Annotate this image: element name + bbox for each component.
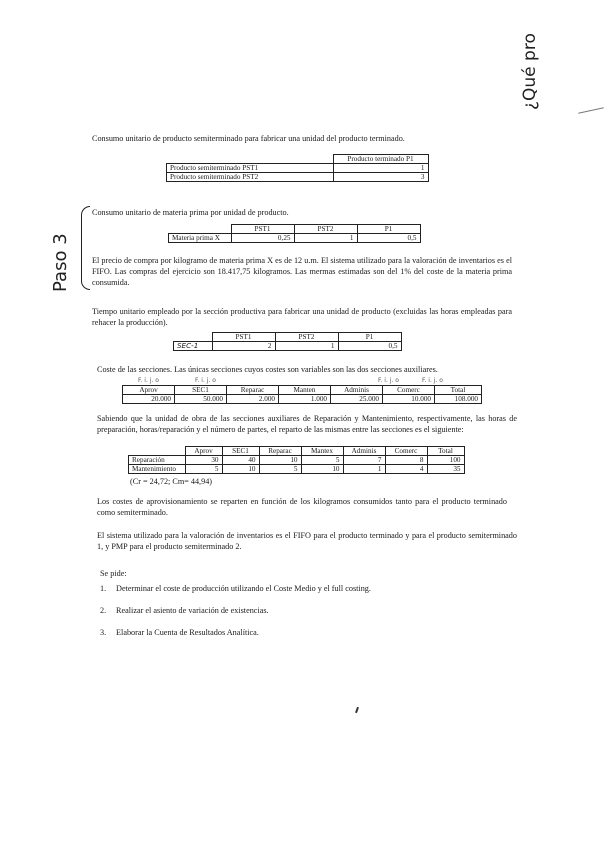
task-text: Elaborar la Cuenta de Resultados Analítica. [116, 628, 259, 637]
header-cell: SEC1 [175, 386, 227, 395]
cell-value: 40 [222, 456, 259, 465]
cell-value: 1.000 [279, 395, 331, 404]
cell-value: 5 [185, 465, 222, 474]
cell-value: 10 [222, 465, 259, 474]
cell-value: 35 [427, 465, 464, 474]
header-cell: Comerc [383, 386, 435, 395]
handwritten-annotation: F. i. j. o [138, 377, 159, 384]
task-text: Realizar el asiento de variación de existencias. [116, 606, 269, 615]
header-cell: P1 [338, 333, 401, 342]
row-label-handwritten: SEC-1 [174, 342, 213, 351]
cell-value: 10 [259, 456, 301, 465]
pen-stroke [578, 107, 604, 113]
cell-value: 108.000 [435, 395, 482, 404]
cell-value: 100 [427, 456, 464, 465]
cell-value: 0,5 [357, 234, 420, 243]
cell-value: 7 [343, 456, 385, 465]
header-cell: PST2 [275, 333, 338, 342]
header-cell: Total [435, 386, 482, 395]
section2-paragraph: El precio de compra por kilogramo de materia prima X es de 12 u.m. El sistema utilizado para la valoración de inventarios es el FIFO. Las compras del ejercicio son 18.417,75 kilogramos. Las mermas estimadas son del 1% del coste de la materia prima consumida. [92, 256, 512, 287]
section1-text: Consumo unitario de producto semiterminado para fabricar una unidad del producto terminado. [92, 134, 405, 143]
header-cell: SEC1 [222, 447, 259, 456]
cell-value: 5 [259, 465, 301, 474]
cell-value: 50.000 [175, 395, 227, 404]
task-item [100, 627, 259, 638]
cell-value: 10 [301, 465, 343, 474]
section6-text: Los costes de aprovisionamiento se reparten en función de los kilogramos consumidos tanto para el producto terminado como semiterminado. [97, 497, 507, 517]
row-label: Producto semiterminado PST2 [167, 173, 334, 182]
task-number: 2. [100, 606, 107, 615]
cell-value: 10.000 [383, 395, 435, 404]
cell-value: 0,5 [338, 342, 401, 351]
semifinished-consumption-table [166, 154, 429, 182]
cell-value: 30 [185, 456, 222, 465]
header-cell: Aprov [123, 386, 175, 395]
section4-text: Coste de las secciones. Las únicas secciones cuyos costes son variables son las dos secciones auxiliares. [97, 365, 438, 374]
raw-material-table [168, 224, 421, 243]
cell-value: 1 [275, 342, 338, 351]
task-text: Determinar el coste de producción utilizando el Coste Medio y el full costing. [116, 584, 371, 593]
header-cell: P1 [357, 225, 420, 234]
header-cell: PST1 [212, 333, 275, 342]
header-cell: Comerc [385, 447, 427, 456]
pen-mark [355, 707, 359, 713]
handwritten-note-top-right: ¿Qué pro [520, 33, 540, 110]
section-costs-table [122, 385, 482, 404]
cell-value: 2.000 [227, 395, 279, 404]
header-cell: Adminis [331, 386, 383, 395]
task-item [100, 583, 371, 594]
cost-rates-note: (Cr = 24,72; Cm= 44,94) [130, 477, 213, 486]
cell-value: 4 [385, 465, 427, 474]
cell-value: 1 [333, 164, 428, 173]
header-cell: Total [427, 447, 464, 456]
tasks-intro: Se pide: [100, 569, 127, 578]
section3-text: Tiempo unitario empleado por la sección productiva para fabricar una unidad de producto (excluidas las horas empleadas para rehacer la producción). [92, 307, 512, 327]
row-label: Producto semiterminado PST1 [167, 164, 334, 173]
handwritten-annotation: F. i. j. o [378, 377, 399, 384]
cell-value: 8 [385, 456, 427, 465]
unit-time-table [173, 332, 402, 351]
header-cell: PST2 [294, 225, 357, 234]
handwritten-bracket [81, 206, 90, 290]
header-cell: Aprov [185, 447, 222, 456]
section2-text: Consumo unitario de materia prima por unidad de producto. [92, 208, 289, 217]
cell-value: 25.000 [331, 395, 383, 404]
cell-value: 1 [294, 234, 357, 243]
task-item [100, 605, 269, 616]
cell-value: 3 [333, 173, 428, 182]
cell-value: 5 [301, 456, 343, 465]
header-cell: Producto terminado P1 [333, 155, 428, 164]
auxiliary-distribution-table [128, 446, 465, 474]
header-cell: PST1 [231, 225, 294, 234]
header-cell: Mantex [301, 447, 343, 456]
cell-value: 1 [343, 465, 385, 474]
row-label: Materia prima X [169, 234, 232, 243]
section7-text: El sistema utilizado para la valoración de inventarios es el FIFO para el producto terminado y para el producto semiterminado 1, y PMP para el producto semiterminado 2. [97, 531, 517, 551]
row-label: Mantenimiento [129, 465, 186, 474]
handwritten-annotation: F. i. j. o [422, 377, 443, 384]
cell-value: 20.000 [123, 395, 175, 404]
cell-value: 0,25 [231, 234, 294, 243]
task-number: 1. [100, 584, 107, 593]
row-label: Reparación [129, 456, 186, 465]
handwritten-annotation: F. i. j. o [195, 377, 216, 384]
section5-text: Sabiendo que la unidad de obra de las secciones auxiliares de Reparación y Mantenimiento, respectivamente, las horas de preparación, horas/reparación y el número de partes, el reparto de las mismas entre las secciones es el siguiente: [97, 414, 517, 434]
header-cell: Reparac [227, 386, 279, 395]
header-cell: Adminis [343, 447, 385, 456]
header-cell: Manten [279, 386, 331, 395]
handwritten-note-paso: Paso 3 [50, 233, 71, 292]
cell-value: 2 [212, 342, 275, 351]
task-number: 3. [100, 628, 107, 637]
header-cell: Reparac [259, 447, 301, 456]
